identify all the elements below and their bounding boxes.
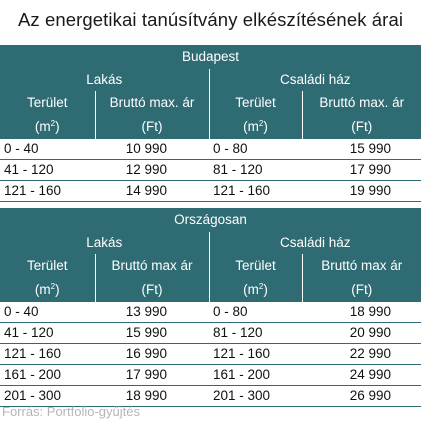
area-unit: $(m^2)$ (0, 115, 95, 139)
lakas-header: Lakás (0, 69, 209, 91)
table-row (0, 323, 421, 344)
price-unit: (Ft) (95, 278, 209, 302)
price-unit: (Ft) (302, 115, 421, 139)
lakas-area-cell: 201 - 300 (0, 386, 95, 407)
haz-area-cell: 0 - 80 (209, 302, 302, 323)
price-column-header: Bruttó max. ár (302, 91, 421, 115)
csaladi-haz-header: Családi ház (209, 69, 421, 91)
haz-area-cell: 161 - 200 (209, 365, 302, 386)
source-note: Forrás: Portfolio-gyűjtés (2, 404, 140, 419)
haz-price-cell: 15 990 (302, 139, 421, 160)
haz-price-cell: 22 990 (302, 344, 421, 365)
lakas-price-cell: 13 990 (95, 302, 209, 323)
table-row (0, 160, 421, 181)
haz-price-cell: 26 990 (302, 386, 421, 407)
haz-area-cell: 121 - 160 (209, 344, 302, 365)
lakas-area-cell: 121 - 160 (0, 344, 95, 365)
haz-area-cell: 201 - 300 (209, 386, 302, 407)
haz-area-cell: 0 - 80 (209, 139, 302, 160)
lakas-price-cell: 14 990 (95, 181, 209, 202)
csaladi-haz-header: Családi ház (209, 232, 421, 254)
lakas-price-cell: 12 990 (95, 160, 209, 181)
area-column-header: Terület (209, 91, 302, 115)
table-row (0, 302, 421, 323)
price-unit: (Ft) (302, 278, 421, 302)
area-unit: $(m^2)$ (209, 115, 302, 139)
haz-area-cell: 81 - 120 (209, 160, 302, 181)
price-column-header: Bruttó max. ár (95, 91, 209, 115)
page-title: Az energetikai tanúsítvány elkészítésének árai (17, 9, 404, 30)
price-unit: (Ft) (95, 115, 209, 139)
lakas-price-cell: 17 990 (95, 365, 209, 386)
table-row (0, 181, 421, 202)
area-unit: $(m^2)$ (209, 278, 302, 302)
area-unit: $(m^2)$ (0, 278, 95, 302)
lakas-price-cell: 18 990 (95, 386, 209, 407)
table-row (0, 139, 421, 160)
haz-area-cell: 121 - 160 (209, 181, 302, 202)
lakas-area-cell: 121 - 160 (0, 181, 95, 202)
haz-price-cell: 19 990 (302, 181, 421, 202)
budapest-table (0, 45, 421, 202)
haz-price-cell: 24 990 (302, 365, 421, 386)
table-row (0, 344, 421, 365)
area-column-header: Terület (0, 254, 95, 278)
lakas-price-cell: 10 990 (95, 139, 209, 160)
lakas-area-cell: 0 - 40 (0, 302, 95, 323)
lakas-area-cell: 41 - 120 (0, 160, 95, 181)
region-header: Budapest (0, 45, 421, 69)
haz-price-cell: 18 990 (302, 302, 421, 323)
lakas-area-cell: 0 - 40 (0, 139, 95, 160)
orszagosan-table (0, 208, 421, 407)
haz-price-cell: 20 990 (302, 323, 421, 344)
lakas-area-cell: 41 - 120 (0, 323, 95, 344)
lakas-price-cell: 15 990 (95, 323, 209, 344)
area-column-header: Terület (0, 91, 95, 115)
table-row (0, 365, 421, 386)
area-column-header: Terület (209, 254, 302, 278)
haz-price-cell: 17 990 (302, 160, 421, 181)
price-column-header: Bruttó max ár (95, 254, 209, 278)
lakas-price-cell: 16 990 (95, 344, 209, 365)
haz-area-cell: 81 - 120 (209, 323, 302, 344)
lakas-area-cell: 161 - 200 (0, 365, 95, 386)
price-column-header: Bruttó max ár (302, 254, 421, 278)
region-header: Országosan (0, 208, 421, 232)
lakas-header: Lakás (0, 232, 209, 254)
